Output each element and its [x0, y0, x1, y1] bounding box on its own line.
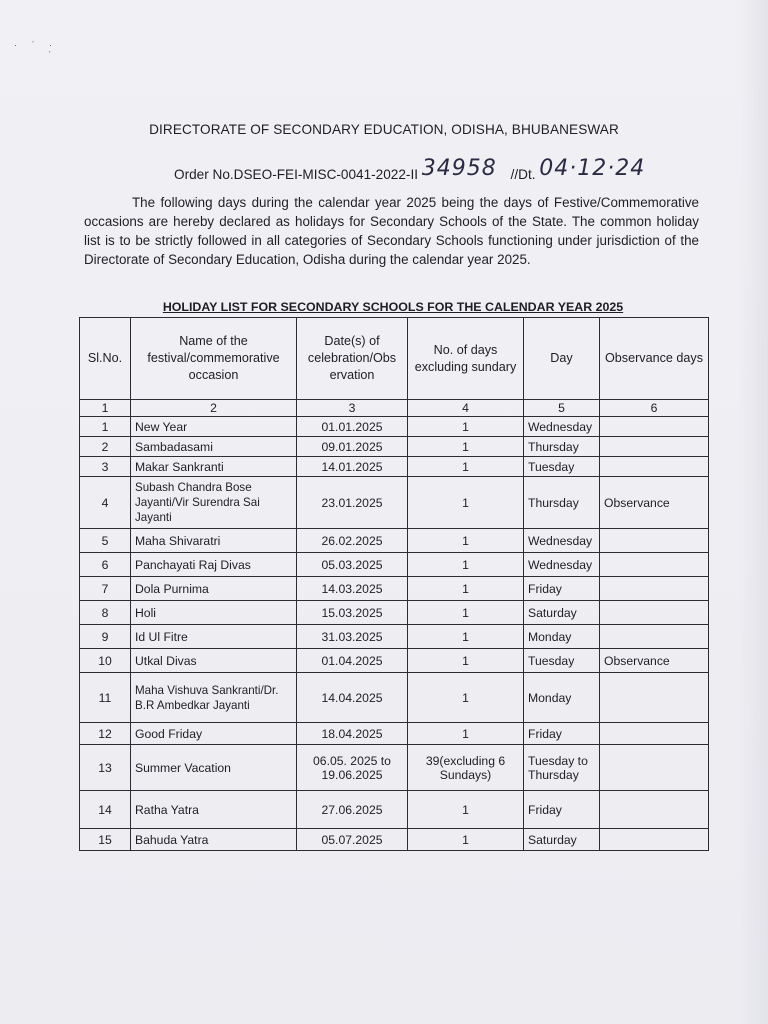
- page-edge-shadow: [738, 0, 768, 1024]
- table-row: [80, 529, 709, 553]
- holiday-rows: [80, 417, 709, 851]
- cell-name: Id Ul Fitre: [131, 625, 297, 649]
- cell-days: 1: [408, 673, 524, 723]
- cell-slno: 1: [80, 417, 131, 437]
- cell-slno: 13: [80, 745, 131, 791]
- cell-date: 05.03.2025: [297, 553, 408, 577]
- cell-observance: [600, 723, 709, 745]
- cell-date: 14.03.2025: [297, 577, 408, 601]
- cell-days: 1: [408, 649, 524, 673]
- cell-date: 23.01.2025: [297, 477, 408, 529]
- cell-day: Wednesday: [524, 417, 600, 437]
- holiday-table: [79, 317, 709, 851]
- cell-slno: 7: [80, 577, 131, 601]
- cell-days: 39(excluding 6 Sundays): [408, 745, 524, 791]
- cell-name: Maha Vishuva Sankranti/Dr. B.R Ambedkar Jayanti: [131, 673, 297, 723]
- cell-name: Subash Chandra Bose Jayanti/Vir Surendra Sai Jayanti: [131, 477, 297, 529]
- cell-name: Ratha Yatra: [131, 791, 297, 829]
- cell-days: 1: [408, 577, 524, 601]
- cell-days: 1: [408, 457, 524, 477]
- cell-days: 1: [408, 625, 524, 649]
- cell-slno: 10: [80, 649, 131, 673]
- cell-observance: Observance: [600, 649, 709, 673]
- cell-name: Bahuda Yatra: [131, 829, 297, 851]
- cell-name: Maha Shivaratri: [131, 529, 297, 553]
- cell-day: Saturday: [524, 829, 600, 851]
- cell-name: Good Friday: [131, 723, 297, 745]
- handwritten-order-number: 34958: [421, 156, 497, 181]
- table-title: HOLIDAY LIST FOR SECONDARY SCHOOLS FOR THE CALENDAR YEAR 2025: [162, 300, 624, 314]
- cell-slno: 15: [80, 829, 131, 851]
- handwritten-date: 04·12·24: [539, 156, 646, 181]
- cell-name: Utkal Divas: [131, 649, 297, 673]
- cell-name: Panchayati Raj Divas: [131, 553, 297, 577]
- cell-slno: 4: [80, 477, 131, 529]
- col-header-name: Name of the festival/commemorative occasion: [131, 318, 297, 400]
- column-number-row: [80, 400, 709, 417]
- cell-days: 1: [408, 477, 524, 529]
- table-row: [80, 477, 709, 529]
- table-row: [80, 457, 709, 477]
- cell-slno: 2: [80, 437, 131, 457]
- cell-days: 1: [408, 553, 524, 577]
- cell-day: Tuesday: [524, 649, 600, 673]
- cell-day: Tuesday to Thursday: [524, 745, 600, 791]
- cell-date: 27.06.2025: [297, 791, 408, 829]
- table-row: [80, 829, 709, 851]
- cell-date: 18.04.2025: [297, 723, 408, 745]
- cell-slno: 8: [80, 601, 131, 625]
- col-header-slno: Sl.No.: [80, 318, 131, 400]
- cell-observance: [600, 601, 709, 625]
- table-header-row: [80, 318, 709, 400]
- cell-day: Friday: [524, 791, 600, 829]
- col-number: 1: [80, 400, 131, 417]
- cell-name: Dola Purnima: [131, 577, 297, 601]
- cell-day: Saturday: [524, 601, 600, 625]
- cell-observance: [600, 829, 709, 851]
- cell-slno: 14: [80, 791, 131, 829]
- cell-name: Sambadasami: [131, 437, 297, 457]
- cell-date: 14.01.2025: [297, 457, 408, 477]
- date-prefix: //Dt.: [510, 167, 536, 182]
- col-header-days: No. of days excluding sundary: [408, 318, 524, 400]
- cell-date: 15.03.2025: [297, 601, 408, 625]
- cell-days: 1: [408, 437, 524, 457]
- cell-name: Holi: [131, 601, 297, 625]
- col-header-date: Date(s) of celebration/Obs ervation: [297, 318, 408, 400]
- cell-observance: [600, 625, 709, 649]
- cell-day: Tuesday: [524, 457, 600, 477]
- cell-date: 14.04.2025: [297, 673, 408, 723]
- intro-text: The following days during the calendar year 2025 being the days of Festive/Commemorative occasions are hereby declared as holidays for Secondary Schools of the State. The common holiday list is to be strictly followed in all categories of Secondary Schools functioning under jurisdiction of the Directorate of Secondary Education, Odisha during the calendar year 2025.: [84, 195, 699, 267]
- col-number: 5: [524, 400, 600, 417]
- cell-day: Wednesday: [524, 553, 600, 577]
- cell-name: Summer Vacation: [131, 745, 297, 791]
- col-header-observance: Observance days: [600, 318, 709, 400]
- table-row: [80, 417, 709, 437]
- table-row: [80, 601, 709, 625]
- cell-day: Monday: [524, 673, 600, 723]
- cell-days: 1: [408, 417, 524, 437]
- order-line: [174, 156, 646, 185]
- table-row: [80, 791, 709, 829]
- cell-date: 01.01.2025: [297, 417, 408, 437]
- cell-days: 1: [408, 723, 524, 745]
- cell-observance: [600, 457, 709, 477]
- cell-observance: [600, 437, 709, 457]
- cell-day: Monday: [524, 625, 600, 649]
- col-number: 3: [297, 400, 408, 417]
- cell-date: 09.01.2025: [297, 437, 408, 457]
- cell-date: 31.03.2025: [297, 625, 408, 649]
- cell-date: 26.02.2025: [297, 529, 408, 553]
- directorate-heading: DIRECTORATE OF SECONDARY EDUCATION, ODISHA, BHUBANESWAR: [149, 122, 619, 137]
- cell-observance: [600, 791, 709, 829]
- table-row: [80, 723, 709, 745]
- cell-days: 1: [408, 601, 524, 625]
- scan-specks: · ˊ · ˊ: [14, 40, 58, 60]
- cell-date: 01.04.2025: [297, 649, 408, 673]
- table-row: [80, 745, 709, 791]
- cell-days: 1: [408, 791, 524, 829]
- cell-day: Thursday: [524, 477, 600, 529]
- cell-observance: Observance: [600, 477, 709, 529]
- table-row: [80, 437, 709, 457]
- table-row: [80, 673, 709, 723]
- cell-days: 1: [408, 529, 524, 553]
- cell-day: Wednesday: [524, 529, 600, 553]
- col-header-day: Day: [524, 318, 600, 400]
- cell-observance: [600, 417, 709, 437]
- cell-slno: 9: [80, 625, 131, 649]
- col-number: 4: [408, 400, 524, 417]
- cell-observance: [600, 745, 709, 791]
- cell-date: 06.05. 2025 to 19.06.2025: [297, 745, 408, 791]
- table-row: [80, 553, 709, 577]
- cell-slno: 11: [80, 673, 131, 723]
- cell-slno: 6: [80, 553, 131, 577]
- intro-paragraph: [84, 193, 699, 269]
- table-row: [80, 625, 709, 649]
- cell-day: Friday: [524, 577, 600, 601]
- order-prefix: Order No.DSEO-FEI-MISC-0041-2022-II: [174, 167, 419, 182]
- cell-observance: [600, 673, 709, 723]
- cell-slno: 5: [80, 529, 131, 553]
- cell-observance: [600, 577, 709, 601]
- cell-name: Makar Sankranti: [131, 457, 297, 477]
- col-number: 2: [131, 400, 297, 417]
- table-row: [80, 649, 709, 673]
- cell-observance: [600, 553, 709, 577]
- cell-date: 05.07.2025: [297, 829, 408, 851]
- cell-day: Thursday: [524, 437, 600, 457]
- cell-name: New Year: [131, 417, 297, 437]
- table-row: [80, 577, 709, 601]
- cell-slno: 3: [80, 457, 131, 477]
- cell-days: 1: [408, 829, 524, 851]
- cell-slno: 12: [80, 723, 131, 745]
- col-number: 6: [600, 400, 709, 417]
- cell-day: Friday: [524, 723, 600, 745]
- cell-observance: [600, 529, 709, 553]
